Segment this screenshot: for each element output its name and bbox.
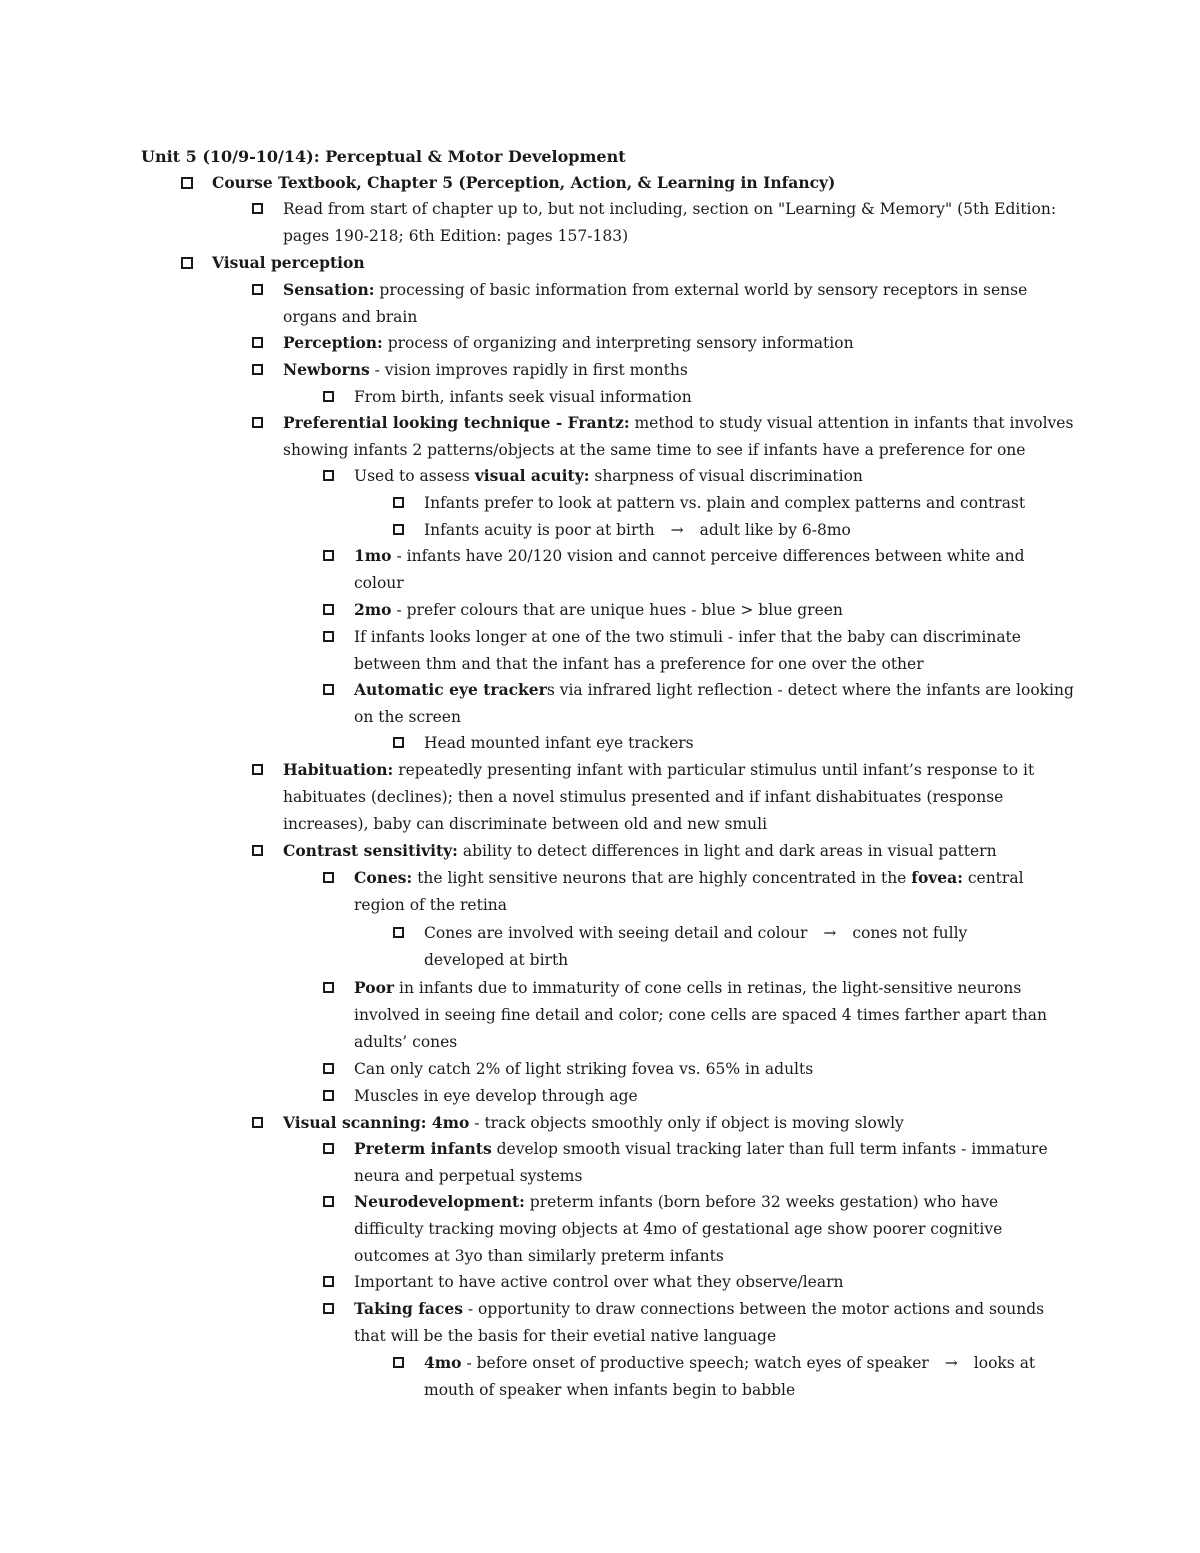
item-term: Sensation:	[283, 280, 375, 299]
list-item	[354, 1083, 1074, 1110]
list-item	[354, 384, 1074, 411]
checkbox-icon[interactable]	[252, 764, 263, 775]
item-text: Infants acuity is poor at birth	[424, 521, 655, 539]
item-term: Visual scanning: 4mo	[283, 1113, 470, 1132]
list-item	[424, 920, 1024, 974]
list-item	[283, 1110, 1083, 1137]
item-text: cones not fully developed at birth	[424, 924, 968, 969]
checkbox-icon[interactable]	[323, 1063, 334, 1074]
checkbox-icon[interactable]	[252, 284, 263, 295]
page-title: Unit 5 (10/9-10/14): Perceptual & Motor Development	[141, 147, 626, 166]
list-item	[283, 330, 1083, 357]
item-text: preterm infants (born before 32 weeks gestation) who have difficulty tracking moving objects at 4mo of gestational age show poorer cognitive outcomes at 3yo than similarly preterm infants	[354, 1193, 1003, 1265]
item-text: - track objects smoothly only if object is moving slowly	[469, 1114, 904, 1132]
checkbox-icon[interactable]	[252, 845, 263, 856]
item-text: the light sensitive neurons that are highly concentrated in the	[412, 869, 912, 887]
item-text: in infants due to immaturity of cone cells in retinas, the light-sensitive neurons involved in seeing fine detail and color; cone cells are spaced 4 times farther apart than adults’ cones	[354, 979, 1048, 1051]
checkbox-icon[interactable]	[393, 497, 404, 508]
list-item	[283, 277, 1043, 331]
list-item	[283, 196, 1083, 250]
list-item	[283, 838, 1083, 865]
checkbox-icon[interactable]	[393, 1357, 404, 1368]
checkbox-icon[interactable]	[323, 550, 334, 561]
arrow-icon: →	[670, 521, 684, 539]
list-item	[354, 1269, 1074, 1296]
item-term: Cones:	[354, 868, 413, 887]
list-item	[354, 597, 1074, 624]
item-text: sharpness of visual discrimination	[589, 467, 863, 485]
item-text: s via infrared light reflection - detect where the infants are looking on the screen	[354, 681, 1074, 726]
item-text: central region of the retina	[354, 869, 1024, 914]
item-text: From birth, infants seek visual information	[354, 388, 692, 406]
checkbox-icon[interactable]	[323, 1303, 334, 1314]
checkbox-icon[interactable]	[252, 337, 263, 348]
checkbox-icon[interactable]	[323, 1276, 334, 1287]
item-text: method to study visual attention in infants that involves showing infants 2 patterns/objects at the same time to see if infants have a preference for one	[283, 414, 1074, 459]
item-heading: Visual perception	[212, 253, 365, 272]
list-item	[354, 624, 1044, 678]
item-term: Taking faces	[354, 1299, 463, 1318]
item-term: 2mo	[354, 600, 392, 619]
checkbox-icon[interactable]	[393, 524, 404, 535]
item-term: Perception:	[283, 333, 383, 352]
list-item	[354, 975, 1054, 1055]
checkbox-icon[interactable]	[181, 257, 193, 269]
checkbox-icon[interactable]	[323, 1090, 334, 1101]
checkbox-icon[interactable]	[323, 631, 334, 642]
list-item	[212, 170, 1092, 197]
item-text: Muscles in eye develop through age	[354, 1087, 638, 1105]
item-term: 1mo	[354, 546, 392, 565]
list-item	[354, 677, 1084, 731]
list-item	[354, 1056, 1074, 1083]
item-term: Preferential looking technique - Frantz:	[283, 413, 630, 432]
list-item	[424, 517, 1084, 544]
checkbox-icon[interactable]	[323, 1196, 334, 1207]
checkbox-icon[interactable]	[323, 604, 334, 615]
checkbox-icon[interactable]	[323, 1143, 334, 1154]
list-item	[354, 1189, 1034, 1269]
item-text: looks at mouth of speaker when infants begin to babble	[424, 1354, 1036, 1399]
checkbox-icon[interactable]	[252, 364, 263, 375]
item-term: Contrast sensitivity:	[283, 841, 458, 860]
item-text: - prefer colours that are unique hues - blue > blue green	[391, 601, 843, 619]
checkbox-icon[interactable]	[393, 927, 404, 938]
item-term: visual acuity:	[474, 466, 590, 485]
item-term: Newborns	[283, 360, 370, 379]
item-text: If infants looks longer at one of the two stimuli - infer that the baby can discriminate between thm and that the infant has a preference for one over the other	[354, 628, 1021, 673]
item-text: Cones are involved with seeing detail and colour	[424, 924, 808, 942]
list-item	[354, 463, 1074, 490]
item-term: Neurodevelopment:	[354, 1192, 525, 1211]
item-text: - before onset of productive speech; watch eyes of speaker	[461, 1354, 929, 1372]
checkbox-icon[interactable]	[323, 982, 334, 993]
item-text: process of organizing and interpreting sensory information	[382, 334, 854, 352]
item-term: Preterm infants	[354, 1139, 492, 1158]
item-text: - vision improves rapidly in first months	[369, 361, 688, 379]
checkbox-icon[interactable]	[252, 417, 263, 428]
checkbox-icon[interactable]	[252, 1117, 263, 1128]
item-term: 4mo	[424, 1353, 462, 1372]
item-text: Can only catch 2% of light striking fovea vs. 65% in adults	[354, 1060, 814, 1078]
checkbox-icon[interactable]	[323, 470, 334, 481]
list-item	[424, 490, 1084, 517]
list-item	[283, 357, 1083, 384]
checkbox-icon[interactable]	[323, 391, 334, 402]
item-text: Read from start of chapter up to, but not including, section on "Learning & Memory" (5th Edition: pages 190-218; 6th Edition: pages 157-183)	[283, 200, 1057, 245]
list-item	[354, 1296, 1054, 1350]
arrow-icon: →	[944, 1354, 958, 1372]
item-text: - infants have 20/120 vision and cannot perceive differences between white and colour	[354, 547, 1025, 592]
checkbox-icon[interactable]	[323, 684, 334, 695]
list-item	[424, 730, 1084, 757]
item-text: - opportunity to draw connections between the motor actions and sounds that will be the basis for their evetial native language	[354, 1300, 1045, 1345]
checkbox-icon[interactable]	[252, 203, 263, 214]
list-item	[354, 543, 1034, 597]
list-item	[283, 410, 1083, 464]
checkbox-icon[interactable]	[323, 872, 334, 883]
list-item	[424, 1350, 1054, 1404]
item-term: Automatic eye tracker	[354, 680, 547, 699]
list-item	[283, 757, 1043, 837]
item-text: processing of basic information from external world by sensory receptors in sense organs and brain	[283, 281, 1028, 326]
checkbox-icon[interactable]	[181, 177, 193, 189]
arrow-icon: →	[823, 924, 837, 942]
item-text: Head mounted infant eye trackers	[424, 734, 694, 752]
item-text: adult like by 6-8mo	[699, 521, 851, 539]
item-text: Important to have active control over what they observe/learn	[354, 1273, 844, 1291]
item-term: Poor	[354, 978, 395, 997]
item-text: Used to assess	[354, 467, 475, 485]
item-text: ability to detect differences in light and dark areas in visual pattern	[457, 842, 997, 860]
item-text: develop smooth visual tracking later than full term infants - immature neura and perpetual systems	[354, 1140, 1048, 1185]
item-term: fovea:	[911, 868, 963, 887]
checkbox-icon[interactable]	[393, 737, 404, 748]
item-term: Habituation:	[283, 760, 394, 779]
item-text: Infants prefer to look at pattern vs. plain and complex patterns and contrast	[424, 494, 1026, 512]
item-heading: Course Textbook, Chapter 5 (Perception, Action, & Learning in Infancy)	[212, 173, 836, 192]
item-text: repeatedly presenting infant with particular stimulus until infant’s response to it habituates (declines); then a novel stimulus presented and if infant dishabituates (response increases), baby can discriminate between old and new smuli	[283, 761, 1035, 833]
list-item	[212, 250, 1092, 277]
list-item	[354, 1136, 1054, 1190]
list-item	[354, 865, 1034, 919]
